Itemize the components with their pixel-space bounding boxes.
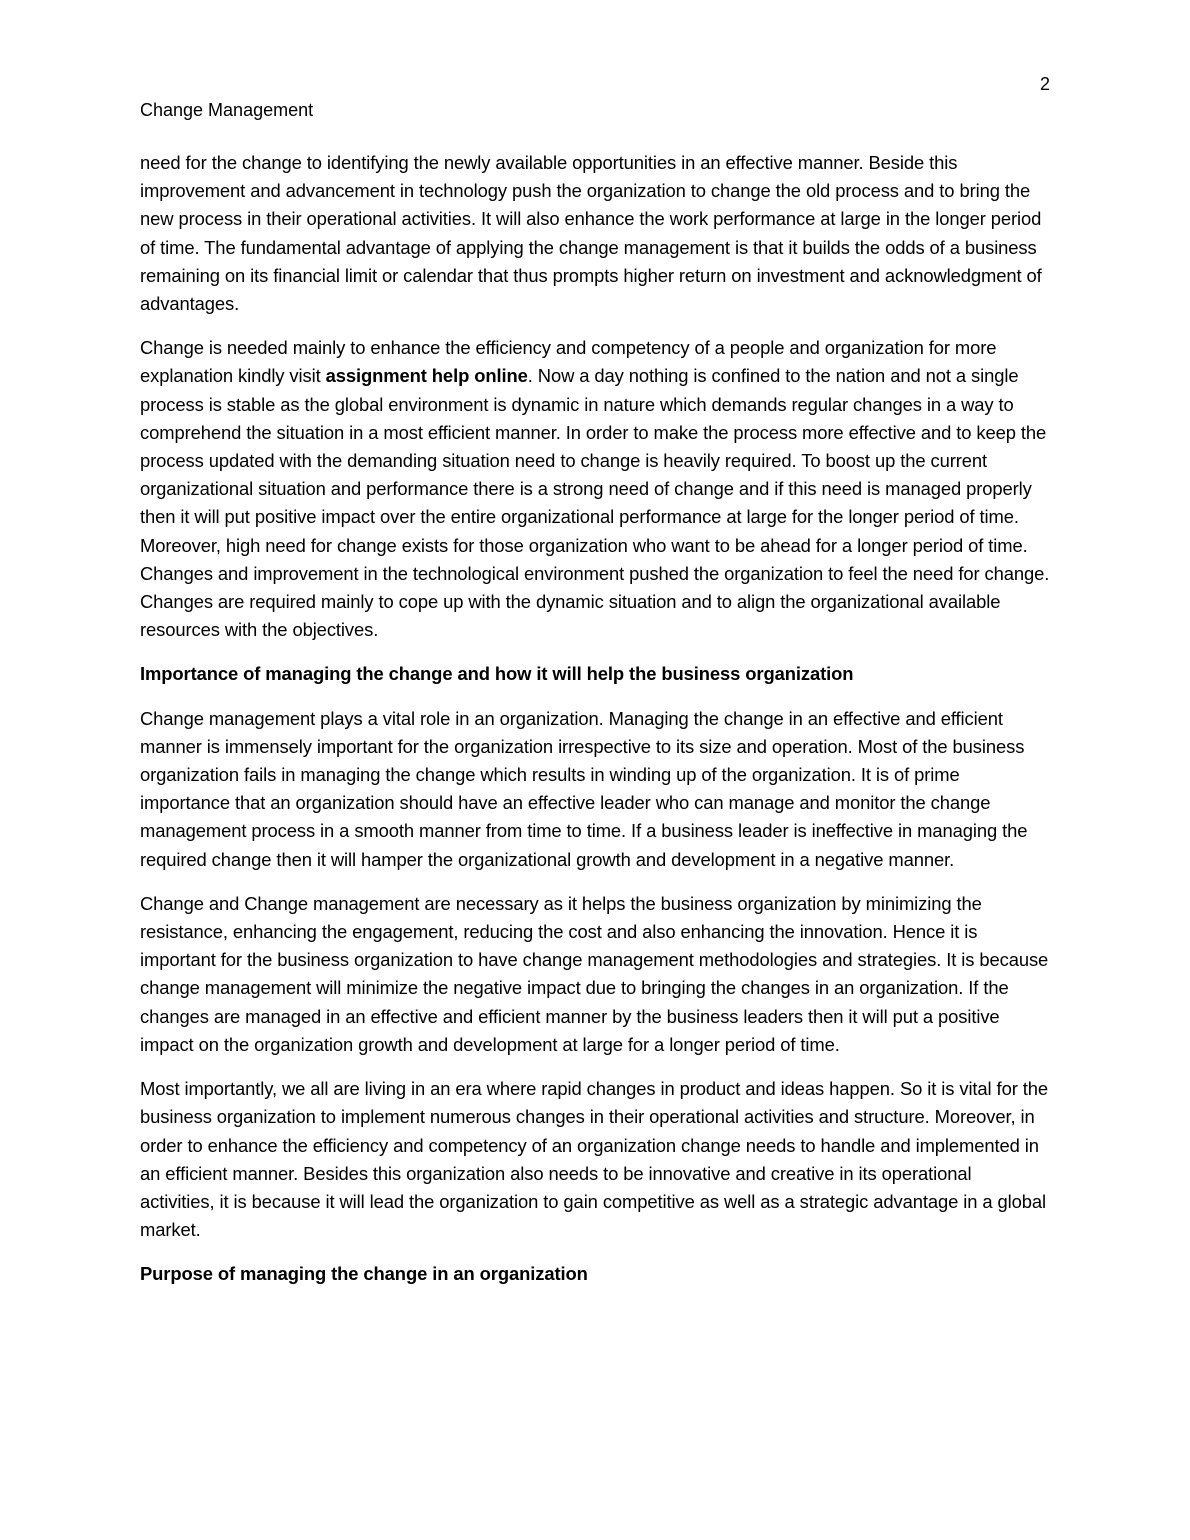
paragraph-4: Change and Change management are necessary as it helps the business organization by minimizing the resistance, enhancing the engagement, reducing the cost and also enhancing the innovation. Hence it is important for the business organization to have change management methodologies and strategies. It is because change management will minimize the negative impact due to bringing the changes in an organization. If the changes are managed in an effective and efficient manner by the business leaders then it will put a positive impact on the organization growth and development at large for a longer period of time. bbox=[140, 892, 1049, 1055]
paragraph-2 bbox=[140, 334, 1050, 644]
paragraph-3: Change management plays a vital role in an organization. Managing the change in an effective and efficient manner is immensely important for the organization irrespective to its size and operation. Most of the business organization fails in managing the change which results in winding up of the organization. It is of prime importance that an organization should have an effective leader who can manage and monitor the change management process in a smooth manner from time to time. If a business leader is ineffective in managing the required change then it will hamper the organizational growth and development in a negative manner. bbox=[140, 707, 1028, 870]
paragraph-2-start: Change is needed mainly to enhance the efficiency and competency of a people and organization for more explanation kindly visit bbox=[140, 337, 997, 387]
paragraph-5: Most importantly, we all are living in an era where rapid changes in product and ideas happen. So it is vital for the business organization to implement numerous changes in their operational activities and structure. Moreover, in order to enhance the efficiency and competency of an organization change needs to handle and implemented in an efficient manner. Besides this organization also needs to be innovative and creative in its operational activities, it is because it will lead the organization to gain competitive as well as a strategic advantage in a global market. bbox=[140, 1078, 1048, 1241]
paragraph-2-end: . Now a day nothing is confined to the nation and not a single process is stable as the global environment is dynamic in nature which demands regular changes in a way to comprehend the situation in a most efficient manner. In order to make the process more effective and to keep the process updated with the demanding situation need to change is heavily required. To boost up the current organizational situation and performance there is a strong need of change and if this need is managed properly then it will put positive impact over the entire organizational performance at large for the longer period of time. Moreover, high need for change exists for those organization who want to be ahead for a longer period of time. Changes and improvement in the technological environment pushed the organization to feel the need for change. Changes are required mainly to cope up with the dynamic situation and to align the organizational available resources with the objectives. bbox=[140, 365, 1050, 641]
page-number: 2 bbox=[1039, 74, 1050, 94]
assignment-help-link[interactable]: assignment help online bbox=[325, 365, 528, 387]
running-header: Change Management bbox=[140, 100, 314, 120]
section-heading-purpose: Purpose of managing the change in an organization bbox=[140, 1263, 588, 1285]
section-heading-importance: Importance of managing the change and how it will help the business organization bbox=[140, 663, 854, 685]
document-body bbox=[140, 149, 1050, 1305]
paragraph-1: need for the change to identifying the newly available opportunities in an effective manner. Beside this improvement and advancement in technology push the organization to change the old process and to bring the new process in their operational activities. It will also enhance the work performance at large in the longer period of time. The fundamental advantage of applying the change management is that it builds the odds of a business remaining on its financial limit or calendar that thus prompts higher return on investment and acknowledgment of advantages. bbox=[140, 152, 1042, 315]
